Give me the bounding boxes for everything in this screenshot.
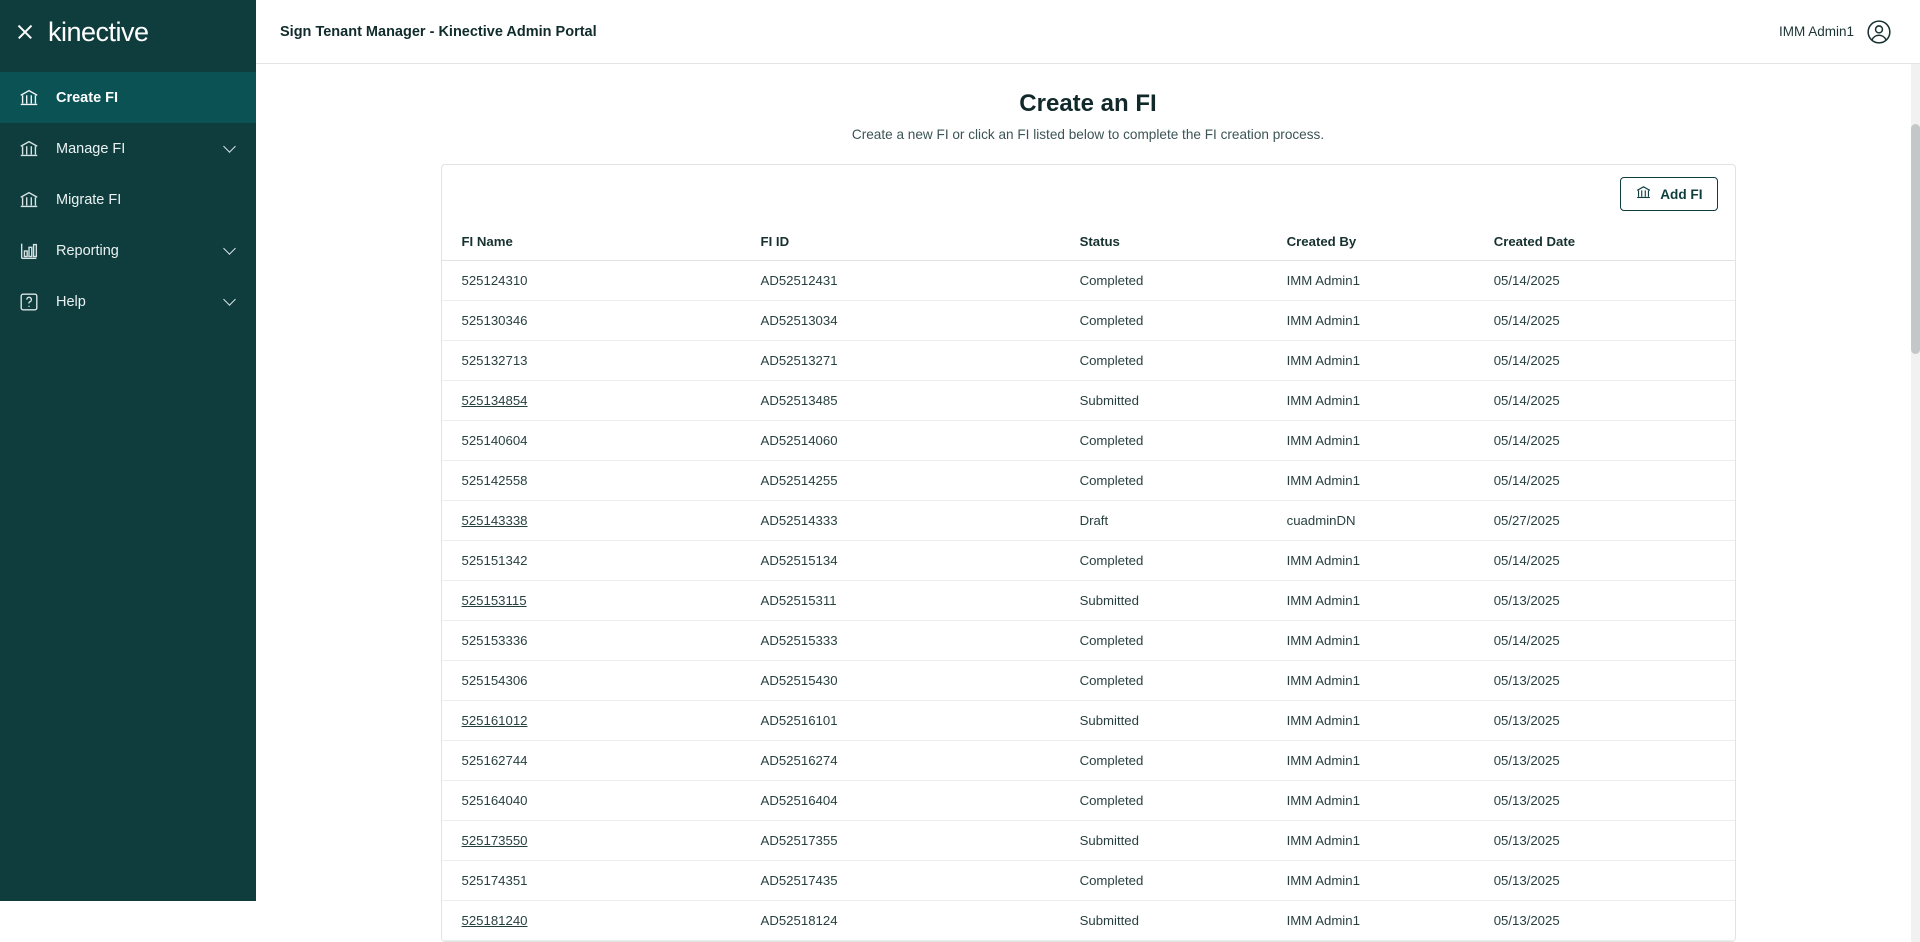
sidebar-item-manage-fi[interactable] <box>0 123 256 174</box>
cell-created-by: IMM Admin1 <box>1287 781 1494 821</box>
bank-icon <box>18 87 40 109</box>
cell-fi-name: 525151342 <box>442 541 761 581</box>
fi-name-link[interactable]: 525134854 <box>461 393 528 408</box>
main-area <box>256 0 1920 928</box>
app-title: Sign Tenant Manager - Kinective Admin Portal <box>280 23 597 40</box>
cell-created-date: 05/14/2025 <box>1494 421 1735 461</box>
fi-name-link[interactable]: 525153115 <box>461 593 527 608</box>
cell-fi-id: AD52512431 <box>761 261 1080 301</box>
sidebar-item-label: Manage FI <box>56 140 126 157</box>
add-fi-label: Add FI <box>1660 186 1703 202</box>
column-header-created-date[interactable]: Created Date <box>1494 223 1735 261</box>
user-name: IMM Admin1 <box>1778 24 1854 39</box>
table-row[interactable] <box>442 541 1735 581</box>
cell-status: Completed <box>1080 741 1287 781</box>
sidebar <box>0 0 256 901</box>
cell-status: Completed <box>1080 861 1287 901</box>
table-row[interactable] <box>442 341 1735 381</box>
sidebar-item-label: Help <box>56 293 86 310</box>
table-row[interactable] <box>442 621 1735 661</box>
column-header-created-by[interactable]: Created By <box>1287 223 1494 261</box>
cell-created-date: 05/13/2025 <box>1494 781 1735 821</box>
cell-created-by: IMM Admin1 <box>1287 901 1494 941</box>
cell-status: Completed <box>1080 621 1287 661</box>
topbar-user-area <box>1779 19 1892 45</box>
cell-created-date: 05/13/2025 <box>1494 741 1735 781</box>
cell-created-by: IMM Admin1 <box>1287 821 1494 861</box>
add-fi-button[interactable] <box>1620 177 1717 211</box>
cell-status: Completed <box>1080 781 1287 821</box>
cell-status: Draft <box>1080 501 1287 541</box>
cell-created-by: IMM Admin1 <box>1287 661 1494 701</box>
chart-bar-icon <box>18 240 40 262</box>
cell-created-date: 05/13/2025 <box>1494 901 1735 941</box>
cell-status: Completed <box>1080 421 1287 461</box>
cell-status: Completed <box>1080 301 1287 341</box>
cell-created-by: cuadminDN <box>1287 501 1494 541</box>
cell-fi-name[interactable] <box>442 701 761 741</box>
cell-fi-id: AD52513271 <box>761 341 1080 381</box>
bank-arrow-icon <box>18 189 40 211</box>
fi-table <box>442 223 1735 941</box>
column-header-status[interactable]: Status <box>1080 223 1287 261</box>
cell-fi-name: 525154306 <box>442 661 761 701</box>
chevron-down-icon[interactable] <box>223 293 236 306</box>
chevron-down-icon[interactable] <box>223 140 236 153</box>
table-row[interactable] <box>442 701 1735 741</box>
cell-fi-name: 525162744 <box>442 741 761 781</box>
cell-status: Submitted <box>1080 381 1287 421</box>
sidebar-item-label: Reporting <box>56 242 119 259</box>
cell-fi-id: AD52516101 <box>761 701 1080 741</box>
cell-created-by: IMM Admin1 <box>1287 461 1494 501</box>
sidebar-header <box>0 0 256 64</box>
scrollbar-thumb[interactable] <box>1911 124 1920 354</box>
cell-fi-name: 525124310 <box>442 261 761 301</box>
fi-name-link[interactable]: 525181240 <box>461 913 528 928</box>
cell-fi-id: AD52513034 <box>761 301 1080 341</box>
cell-status: Completed <box>1080 461 1287 501</box>
cell-created-by: IMM Admin1 <box>1287 421 1494 461</box>
cell-status: Submitted <box>1080 901 1287 941</box>
cell-fi-name[interactable] <box>442 381 761 421</box>
panel-toolbar <box>442 165 1735 223</box>
cell-fi-id: AD52516404 <box>761 781 1080 821</box>
cell-fi-id: AD52515333 <box>761 621 1080 661</box>
cell-fi-name: 525132713 <box>442 341 761 381</box>
cell-fi-id: AD52515430 <box>761 661 1080 701</box>
cell-status: Completed <box>1080 661 1287 701</box>
cell-fi-id: AD52518124 <box>761 901 1080 941</box>
cell-created-date: 05/13/2025 <box>1494 861 1735 901</box>
cell-created-by: IMM Admin1 <box>1287 381 1494 421</box>
table-header-row <box>442 223 1735 261</box>
table-row[interactable] <box>442 461 1735 501</box>
cell-fi-id: AD52517435 <box>761 861 1080 901</box>
table-row[interactable] <box>442 301 1735 341</box>
cell-fi-name: 525142558 <box>442 461 761 501</box>
sidebar-item-label: Migrate FI <box>56 191 122 208</box>
cell-fi-name: 525174351 <box>442 861 761 901</box>
cell-created-by: IMM Admin1 <box>1287 541 1494 581</box>
cell-created-by: IMM Admin1 <box>1287 861 1494 901</box>
sidebar-item-label: Create FI <box>56 89 119 106</box>
page-subtitle: Create a new FI or click an FI listed below to complete the FI creation process. <box>851 127 1325 142</box>
table-row[interactable] <box>442 781 1735 821</box>
cell-fi-id: AD52515134 <box>761 541 1080 581</box>
cell-fi-name: 525164040 <box>442 781 761 821</box>
table-row[interactable] <box>442 581 1735 621</box>
avatar[interactable] <box>1866 19 1892 45</box>
cell-created-by: IMM Admin1 <box>1287 621 1494 661</box>
help-icon <box>18 291 40 313</box>
cell-created-by: IMM Admin1 <box>1287 701 1494 741</box>
cell-fi-id: AD52513485 <box>761 381 1080 421</box>
fi-list-panel <box>441 164 1736 942</box>
sidebar-item-reporting[interactable] <box>0 225 256 276</box>
table-row[interactable] <box>442 501 1735 541</box>
cell-fi-id: AD52514060 <box>761 421 1080 461</box>
cell-created-date: 05/14/2025 <box>1494 261 1735 301</box>
cell-fi-name[interactable] <box>442 581 761 621</box>
cell-created-by: IMM Admin1 <box>1287 741 1494 781</box>
cell-fi-id: AD52514255 <box>761 461 1080 501</box>
fi-name-link[interactable]: 525173550 <box>461 833 528 848</box>
cell-fi-id: AD52514333 <box>761 501 1080 541</box>
chevron-down-icon[interactable] <box>223 242 236 255</box>
fi-table-body <box>442 261 1735 941</box>
cell-status: Completed <box>1080 341 1287 381</box>
cell-created-date: 05/14/2025 <box>1494 541 1735 581</box>
cell-fi-name[interactable] <box>442 501 761 541</box>
column-header-fi-id[interactable]: FI ID <box>761 223 1080 261</box>
table-row[interactable] <box>442 381 1735 421</box>
bank-gear-icon <box>18 138 40 160</box>
cell-created-date: 05/14/2025 <box>1494 461 1735 501</box>
brand-logo: kinective <box>48 16 149 47</box>
cell-created-date: 05/14/2025 <box>1494 621 1735 661</box>
cell-fi-id: AD52517355 <box>761 821 1080 861</box>
cell-created-by: IMM Admin1 <box>1287 261 1494 301</box>
table-row[interactable] <box>442 861 1735 901</box>
page-title: Create an FI <box>1019 90 1157 117</box>
cell-created-date: 05/13/2025 <box>1494 821 1735 861</box>
cell-status: Submitted <box>1080 821 1287 861</box>
table-row[interactable] <box>442 261 1735 301</box>
table-row[interactable] <box>442 421 1735 461</box>
bank-plus-icon <box>1635 184 1652 204</box>
cell-created-date: 05/13/2025 <box>1494 701 1735 741</box>
cell-created-date: 05/27/2025 <box>1494 501 1735 541</box>
cell-created-date: 05/14/2025 <box>1494 341 1735 381</box>
table-row[interactable] <box>442 821 1735 861</box>
cell-created-by: IMM Admin1 <box>1287 301 1494 341</box>
cell-fi-name: 525153336 <box>442 621 761 661</box>
cell-status: Submitted <box>1080 581 1287 621</box>
sidebar-item-help[interactable] <box>0 276 256 327</box>
cell-status: Submitted <box>1080 701 1287 741</box>
cell-status: Completed <box>1080 541 1287 581</box>
fi-name-link[interactable]: 525143338 <box>461 513 528 528</box>
cell-fi-name: 525140604 <box>442 421 761 461</box>
cell-created-by: IMM Admin1 <box>1287 581 1494 621</box>
cell-created-by: IMM Admin1 <box>1287 341 1494 381</box>
sidebar-item-migrate-fi[interactable] <box>0 174 256 225</box>
sidebar-nav <box>0 72 256 327</box>
fi-table-head <box>442 223 1735 261</box>
fi-name-link[interactable]: 525161012 <box>461 713 528 728</box>
table-row[interactable] <box>442 741 1735 781</box>
cell-fi-name[interactable] <box>442 901 761 941</box>
cell-fi-id: AD52515311 <box>761 581 1080 621</box>
cell-fi-name[interactable] <box>442 821 761 861</box>
cell-created-date: 05/13/2025 <box>1494 581 1735 621</box>
sidebar-item-create-fi[interactable] <box>0 72 256 123</box>
topbar <box>256 0 1920 64</box>
cell-created-date: 05/14/2025 <box>1494 381 1735 421</box>
cell-created-date: 05/13/2025 <box>1494 661 1735 701</box>
page-scrollbar[interactable] <box>1911 64 1920 942</box>
cell-fi-id: AD52516274 <box>761 741 1080 781</box>
cell-created-date: 05/14/2025 <box>1494 301 1735 341</box>
table-row[interactable] <box>442 901 1735 941</box>
table-row[interactable] <box>442 661 1735 701</box>
page-content <box>256 64 1920 942</box>
close-icon[interactable] <box>14 21 36 43</box>
cell-status: Completed <box>1080 261 1287 301</box>
column-header-fi-name[interactable]: FI Name <box>442 223 761 261</box>
cell-fi-name: 525130346 <box>442 301 761 341</box>
